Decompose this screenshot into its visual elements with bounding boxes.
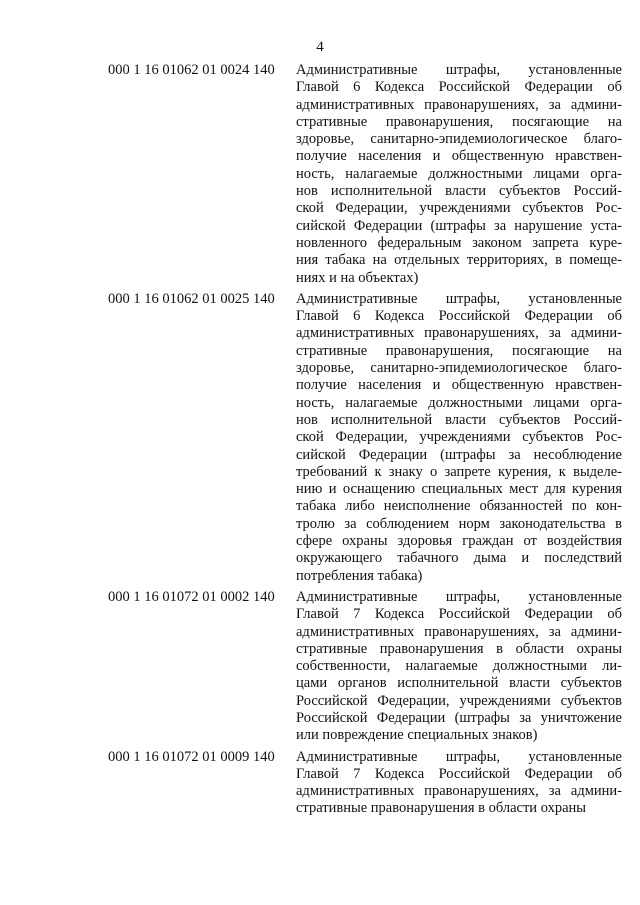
description-line: нов исполнительной власти субъектов Россий- <box>296 411 622 428</box>
description-line: сфере охраны здоровья граждан от воздействия <box>296 533 622 550</box>
description-line: ской Федерации, учреждениями субъектов Рос- <box>296 429 622 446</box>
classification-code: 000 1 16 01062 01 0024 140 <box>108 62 275 78</box>
description-line: здоровье, санитарно-эпидемиологическое благо- <box>296 360 622 377</box>
description-line: ской Федерации, учреждениями субъектов Рос- <box>296 200 622 217</box>
description-line: или повреждение специальных знаков) <box>296 727 538 744</box>
description-line: стративные правонарушения в области охраны <box>296 800 587 817</box>
table-row <box>0 749 640 818</box>
description-line: стративные правонарушения, посягающие на <box>296 113 622 130</box>
description-line: новленного федеральным законом запрета куре- <box>296 234 622 251</box>
code-description <box>296 589 622 745</box>
description-line: Главой 7 Кодекса Российской Федерации об <box>296 765 622 782</box>
description-line: стративные правонарушения в области охраны <box>296 640 622 657</box>
description-line: получие населения и общественную нравствен- <box>296 148 622 165</box>
classification-code: 000 1 16 01072 01 0002 140 <box>108 588 275 605</box>
description-line: ниях и на объектах) <box>296 269 419 286</box>
code-description <box>296 749 622 818</box>
table-row <box>0 62 640 287</box>
description-line: нов исполнительной власти субъектов Россий- <box>296 183 622 200</box>
description-line: ния табака на отдельных территориях, в помеще- <box>296 252 622 269</box>
description-line: Главой 6 Кодекса Российской Федерации об <box>296 79 622 96</box>
description-line: административных правонарушениях, за админи- <box>296 325 622 342</box>
page-number: 4 <box>316 39 324 55</box>
code-description <box>296 291 622 585</box>
description-line: получие населения и общественную нравствен- <box>296 377 622 394</box>
description-line: тролю за соблюдением норм законодательства в <box>296 515 622 532</box>
description-line: табака либо неисполнение обязанностей по кон- <box>296 498 622 515</box>
classification-code: 000 1 16 01062 01 0025 140 <box>108 290 275 307</box>
description-line: сийской Федерации (штрафы за нарушение уста- <box>296 217 622 234</box>
description-line: Административные штрафы, установленные <box>296 62 622 78</box>
description-line: Главой 7 Кодекса Российской Федерации об <box>296 606 622 623</box>
code-description <box>296 62 622 287</box>
description-line: Административные штрафы, установленные <box>296 588 622 605</box>
description-line: окружающего табачного дыма и последствий <box>296 550 622 567</box>
description-line: Административные штрафы, установленные <box>296 748 622 765</box>
description-line: административных правонарушениях, за админи- <box>296 623 622 640</box>
description-line: цами органов исполнительной власти субъектов <box>296 675 622 692</box>
description-line: Российской Федерации, учреждениями субъектов <box>296 692 622 709</box>
table-row <box>0 291 640 585</box>
description-line: Административные штрафы, установленные <box>296 290 622 307</box>
description-line: стративные правонарушения, посягающие на <box>296 342 622 359</box>
description-line: Главой 6 Кодекса Российской Федерации об <box>296 308 622 325</box>
table-row <box>0 589 640 745</box>
description-line: требований к знаку о запрете курения, к выделе- <box>296 463 622 480</box>
description-line: Российской Федерации (штрафы за уничтожение <box>296 709 622 726</box>
description-line: здоровье, санитарно-эпидемиологическое благо- <box>296 131 622 148</box>
description-line: собственности, налагаемые должностными ли- <box>296 658 622 675</box>
description-line: ность, налагаемые должностными лицами орга- <box>296 394 622 411</box>
description-line: административных правонарушениях, за админи- <box>296 96 622 113</box>
description-line: административных правонарушениях, за админи- <box>296 783 622 800</box>
budget-code-table <box>0 62 640 822</box>
classification-code: 000 1 16 01072 01 0009 140 <box>108 748 275 765</box>
description-line: ность, налагаемые должностными лицами орга- <box>296 165 622 182</box>
description-line: нию и оснащению специальных мест для курения <box>296 481 622 498</box>
description-line: потребления табака) <box>296 567 423 584</box>
description-line: сийской Федерации (штрафы за несоблюдение <box>296 446 622 463</box>
